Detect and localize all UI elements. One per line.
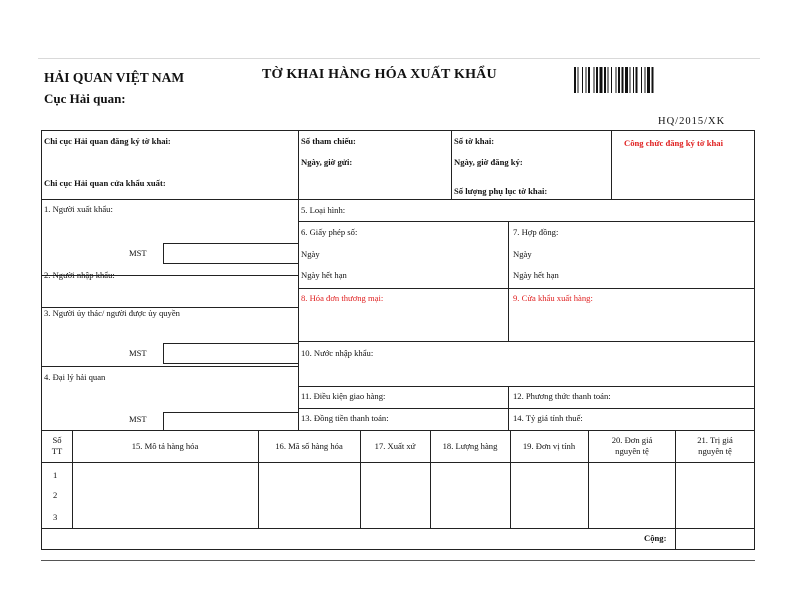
export-gate-label: 9. Cửa khẩu xuất hàng: — [513, 293, 593, 303]
payment-method-label: 12. Phương thức thanh toán: — [513, 391, 611, 401]
declaration-number-label: Số tờ khai: — [454, 136, 495, 146]
form-code: HQ/2015/XK — [658, 116, 726, 127]
top-divider — [38, 58, 760, 59]
col-header-quantity: 18. Lượng hàng — [442, 441, 498, 451]
col-header-description: 15. Mô tả hàng hóa — [131, 441, 199, 451]
contract-expiry-label: Ngày hết hạn — [513, 270, 559, 280]
permit-number-label: 6. Giấy phép số: — [301, 227, 358, 237]
department-label: Cục Hải quan: — [44, 91, 126, 106]
branch-register-label: Chi cục Hải quan đăng ký tờ khai: — [44, 136, 171, 146]
exporter-label: 1. Người xuất khẩu: — [44, 204, 113, 214]
authorized-mst-label: MST — [129, 348, 147, 358]
delivery-terms-label: 11. Điều kiện giao hàng: — [301, 391, 386, 401]
payment-currency-label: 13. Đồng tiền thanh toán: — [301, 413, 389, 423]
importer-label: 2. Người nhập khẩu: — [44, 270, 115, 280]
permit-expiry-label: Ngày hết hạn — [301, 270, 347, 280]
officer-label: Công chức đăng ký tờ khai — [624, 138, 723, 148]
branch-export-gate-label: Chi cục Hải quan cửa khẩu xuất: — [44, 178, 166, 188]
page-title: TỜ KHAI HÀNG HÓA XUẤT KHẨU — [262, 67, 497, 82]
declaration-datetime-label: Ngày, giờ đăng ký: — [454, 157, 523, 167]
row-number: 3 — [53, 512, 58, 522]
contract-label: 7. Hợp đồng: — [513, 227, 559, 237]
col-header-unit: 19. Đơn vị tính — [522, 441, 576, 451]
authorized-party-label: 3. Người ủy thác/ người được ủy quyền — [44, 308, 180, 318]
agent-mst-label: MST — [129, 414, 147, 424]
col-header-hs-code: 16. Mã số hàng hóa — [275, 441, 343, 451]
appendix-count-label: Số lượng phụ lục tờ khai: — [454, 186, 548, 196]
reference-number-label: Số tham chiếu: — [301, 136, 356, 146]
exchange-rate-label: 14. Tỷ giá tính thuế: — [513, 413, 583, 423]
declaration-form — [41, 130, 755, 550]
permit-date-label: Ngày — [301, 249, 320, 259]
col-header-unit-price: 20. Đơn giá nguyên tệ — [611, 435, 653, 456]
barcode-icon — [574, 67, 734, 93]
reference-datetime-label: Ngày, giờ gửi: — [301, 157, 353, 167]
total-label: Cộng: — [644, 533, 667, 543]
row-number: 1 — [53, 470, 58, 480]
exporter-mst-label: MST — [129, 248, 147, 258]
col-header-no: Số TT — [51, 435, 63, 456]
contract-date-label: Ngày — [513, 249, 532, 259]
col-header-value: 21. Trị giá nguyên tệ — [697, 435, 733, 456]
invoice-label: 8. Hóa đơn thương mại: — [301, 293, 384, 303]
import-country-label: 10. Nước nhập khẩu: — [301, 348, 374, 358]
declaration-type-label: 5. Loại hình: — [301, 205, 346, 215]
col-header-origin: 17. Xuất xứ — [374, 441, 416, 451]
bottom-divider — [41, 560, 755, 561]
row-number: 2 — [53, 490, 58, 500]
agency-name: HẢI QUAN VIỆT NAM — [44, 70, 185, 85]
customs-agent-label: 4. Đại lý hải quan — [44, 372, 106, 382]
